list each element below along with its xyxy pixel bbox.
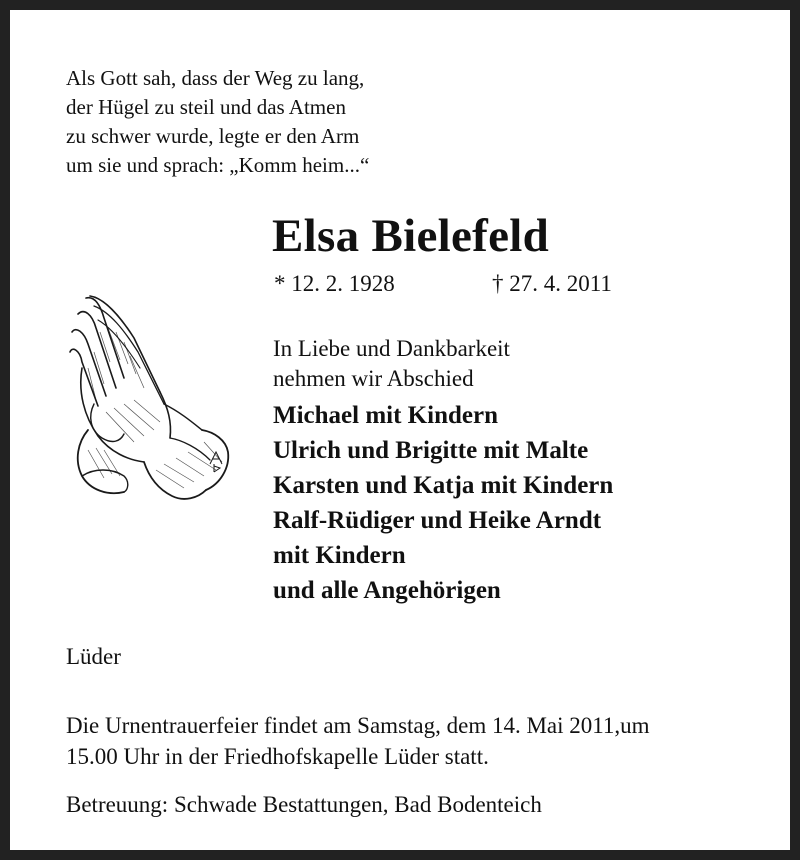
mourner-line: Karsten und Katja mit Kindern: [273, 472, 614, 499]
intro-text: [273, 334, 510, 394]
ceremony-notice: [66, 710, 766, 772]
funeral-home-notice: Betreuung: Schwade Bestattungen, Bad Bodenteich: [66, 792, 542, 817]
poem-line: zu schwer wurde, legte er den Arm: [66, 124, 360, 148]
poem: [66, 64, 369, 180]
place-name: Lüder: [66, 644, 121, 669]
death-date: † 27. 4. 2011: [492, 271, 612, 296]
poem-line: Als Gott sah, dass der Weg zu lang,: [66, 66, 365, 90]
mourner-line: Ulrich und Brigitte mit Malte: [273, 437, 589, 464]
ceremony-line: Die Urnentrauerfeier findet am Samstag, dem 14. Mai 2011,um: [66, 713, 650, 738]
mourners-list: [273, 398, 613, 608]
mourner-line: Michael mit Kindern: [273, 402, 498, 429]
ceremony-line: 15.00 Uhr in der Friedhofskapelle Lüder statt.: [66, 744, 489, 769]
mourner-line: Ralf-Rüdiger und Heike Arndt: [273, 507, 602, 534]
intro-line: nehmen wir Abschied: [273, 366, 474, 391]
mourner-line: und alle Angehörigen: [273, 577, 501, 604]
praying-hands-icon: [64, 292, 234, 506]
poem-line: um sie und sprach: „Komm heim...“: [66, 153, 370, 177]
poem-line: der Hügel zu steil und das Atmen: [66, 95, 346, 119]
deceased-name: Elsa Bielefeld: [272, 210, 550, 262]
mourner-line: mit Kindern: [273, 542, 406, 569]
birth-date: * 12. 2. 1928: [274, 271, 395, 296]
intro-line: In Liebe und Dankbarkeit: [273, 336, 510, 361]
